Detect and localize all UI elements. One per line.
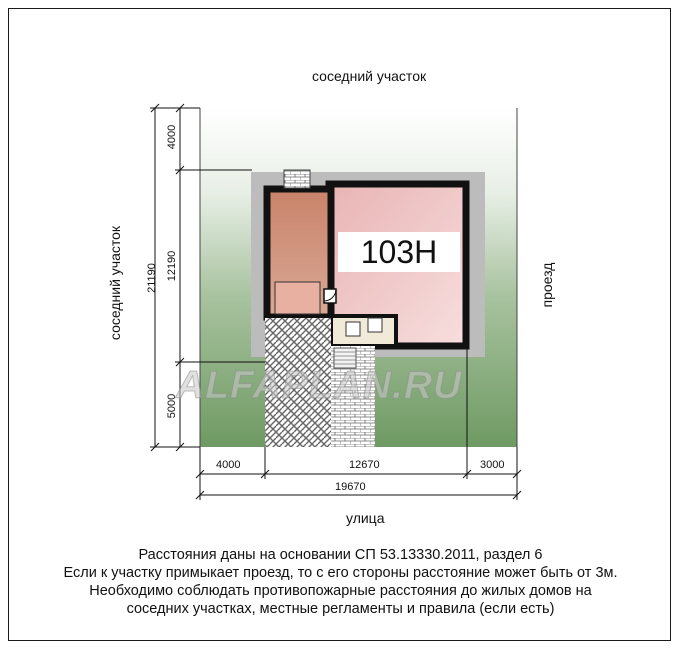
note-line: Если к участку примыкает проезд, то с его стороны расстояние может быть от 3м. <box>63 565 618 581</box>
label-top-neighbor: соседний участок <box>312 68 427 84</box>
chimney <box>284 170 310 188</box>
annex-roof <box>275 282 320 314</box>
dim-horizontal-middle: 12670 <box>349 459 380 471</box>
label-right-road: проезд <box>539 262 555 308</box>
dim-horizontal-right: 3000 <box>480 459 505 471</box>
vestibule <box>331 316 396 346</box>
label-left-neighbor: соседний участок <box>107 225 123 341</box>
note-line: соседних участках, местные регламенты и правила (если есть) <box>126 601 555 617</box>
dim-vertical-bottom: 5000 <box>166 393 178 419</box>
note-line: Расстояния даны на основании СП 53.13330.2011, раздел 6 <box>138 547 543 563</box>
dim-horizontal-left: 4000 <box>216 459 241 471</box>
house-label: 103H <box>338 232 460 272</box>
notes-block <box>0 546 681 618</box>
label-bottom-street: улица <box>346 510 385 526</box>
watermark-text: ALFAPLAN.RU <box>176 364 463 407</box>
note-line: Необходимо соблюдать противопожарные расстояния до жилых домов на <box>89 583 592 599</box>
dim-vertical-top: 4000 <box>166 124 178 150</box>
dim-vertical-total: 21190 <box>146 263 158 293</box>
dim-horizontal-total: 19670 <box>335 481 366 493</box>
dim-vertical-middle: 12190 <box>166 250 178 282</box>
